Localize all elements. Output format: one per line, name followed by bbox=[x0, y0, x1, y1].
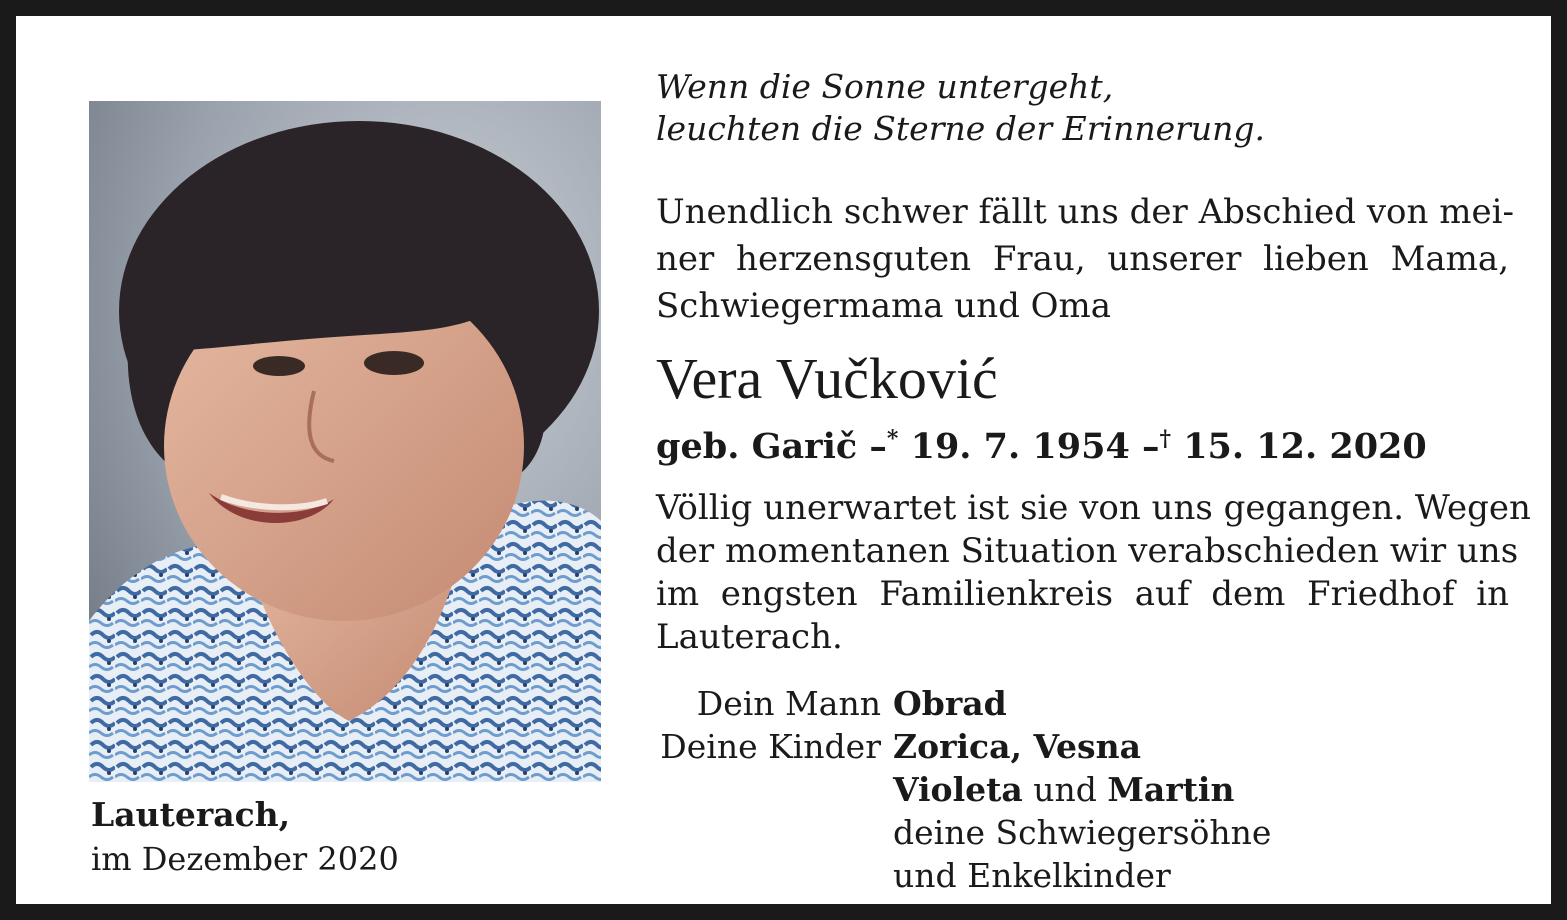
sons-in-law: deine Schwiegersöhne bbox=[893, 813, 1272, 852]
children-names: Zorica, Vesna bbox=[893, 727, 1141, 766]
life-dates bbox=[656, 416, 1427, 470]
death-symbol: † bbox=[1159, 426, 1172, 452]
message-line: im engsten Familienkreis auf dem Friedhof in bbox=[656, 574, 1509, 614]
message-line: Völlig unerwartet ist sie von uns gegangen. Wegen bbox=[656, 488, 1531, 528]
child-name: Violeta bbox=[893, 770, 1023, 809]
memorial-quote bbox=[656, 66, 1265, 150]
farewell-message bbox=[656, 487, 1531, 659]
birth-symbol: * bbox=[886, 426, 899, 452]
husband-label: Dein Mann bbox=[696, 684, 881, 723]
message-line: Lauterach. bbox=[656, 617, 843, 657]
child-name: Martin bbox=[1107, 770, 1235, 809]
portrait-photo bbox=[89, 101, 601, 782]
and-word: und bbox=[1033, 770, 1097, 809]
portrait-image bbox=[89, 101, 601, 782]
deceased-name: Vera Vučković bbox=[656, 346, 998, 411]
dash: – bbox=[869, 426, 887, 467]
place-date: im Dezember 2020 bbox=[91, 840, 399, 878]
place-city: Lauterach, bbox=[91, 795, 291, 834]
intro-line: Unendlich schwer fällt uns der Abschied von mei- bbox=[656, 192, 1514, 232]
death-date: 15. 12. 2020 bbox=[1183, 426, 1427, 467]
intro-line: Schwiegermama und Oma bbox=[656, 286, 1112, 326]
intro-line: ner herzensguten Frau, unserer lieben Mama, bbox=[656, 239, 1509, 279]
quote-line: Wenn die Sonne untergeht, bbox=[656, 67, 1114, 106]
children-label: Deine Kinder bbox=[660, 727, 881, 766]
signature-labels bbox=[656, 682, 881, 768]
maiden-name: geb. Garič bbox=[656, 426, 858, 467]
children-names-2 bbox=[893, 768, 1271, 811]
message-line: der momentanen Situation verabschieden wir uns bbox=[656, 531, 1519, 571]
farewell-intro bbox=[656, 189, 1514, 330]
grandchildren: und Enkelkinder bbox=[893, 856, 1171, 895]
husband-name: Obrad bbox=[893, 684, 1007, 723]
dash: – bbox=[1142, 426, 1160, 467]
signature-names bbox=[893, 682, 1271, 897]
birth-date: 19. 7. 1954 bbox=[910, 426, 1130, 467]
quote-line: leuchten die Sterne der Erinnerung. bbox=[656, 109, 1266, 148]
